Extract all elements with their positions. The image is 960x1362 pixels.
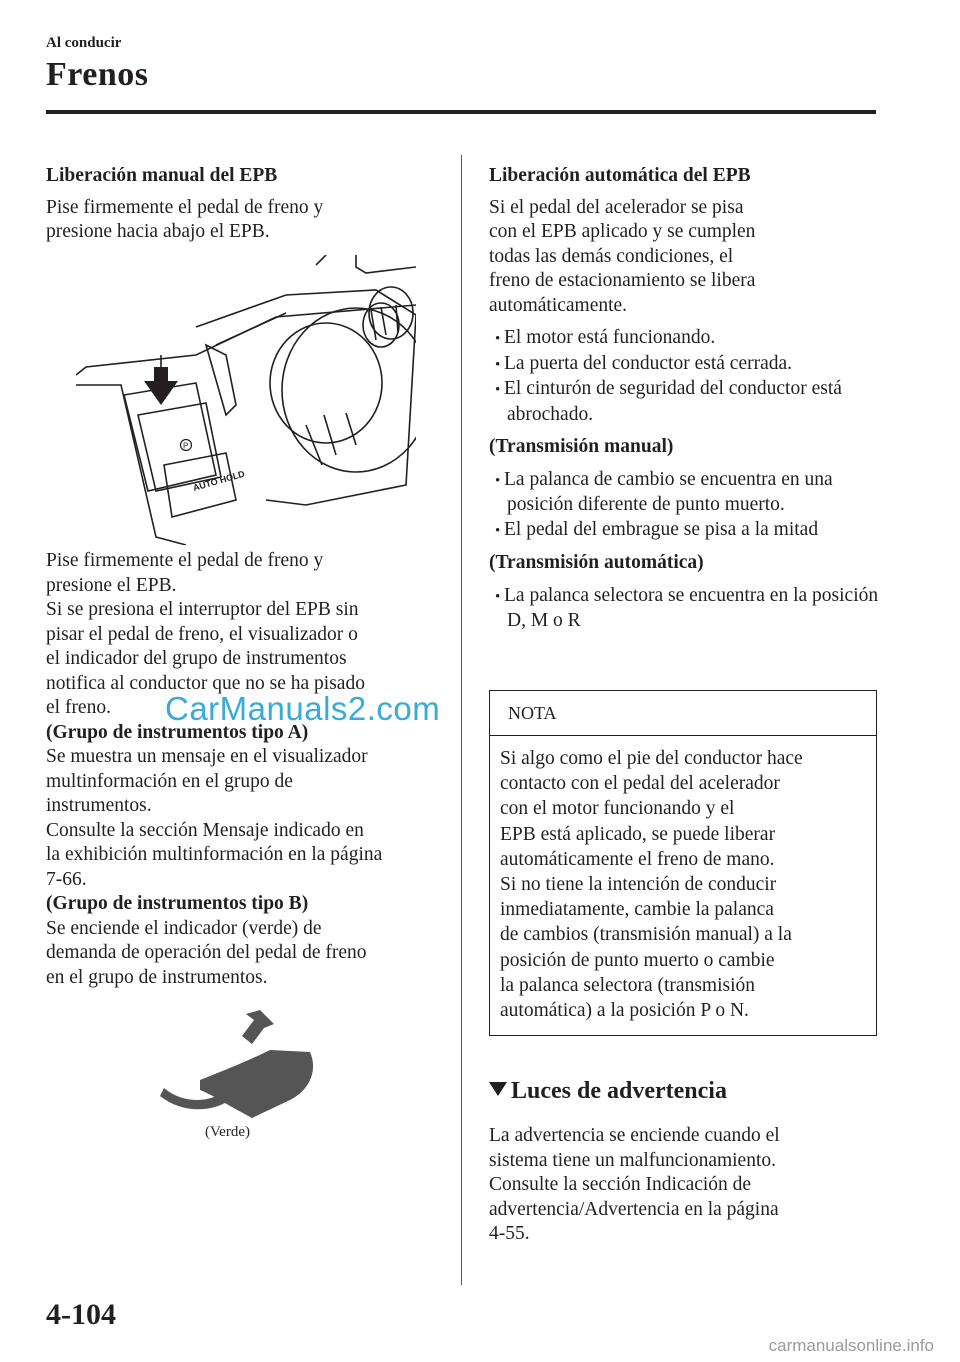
right-intro-line: con el EPB aplicado y se cumplen — [489, 221, 756, 242]
figure-caption-verde: (Verde) — [205, 1124, 250, 1140]
tipo-b-heading: (Grupo de instrumentos tipo B) — [46, 893, 309, 914]
left-body-line: Pise firmemente el pedal de freno y — [46, 550, 324, 571]
brake-pedal-indicator-illustration — [160, 1010, 320, 1120]
nota-box — [489, 690, 877, 1036]
nota-line: automáticamente el freno de mano. — [500, 848, 775, 870]
right-intro-line: todas las demás condiciones, el — [489, 245, 734, 267]
manual-conditions-list — [489, 468, 879, 544]
chapter-title: Frenos — [46, 56, 149, 93]
warning-line: 4-55. — [489, 1223, 530, 1244]
section-label: Al conducir — [46, 35, 122, 51]
warning-lights-heading — [489, 1078, 727, 1105]
nota-line: la palanca selectora (transmisión — [500, 974, 756, 996]
triangle-down-icon — [489, 1082, 507, 1096]
left-body-line: pisar el pedal de freno, el visualizador o — [46, 623, 358, 645]
header-rule — [46, 110, 876, 114]
nota-line: inmediatamente, cambie la palanca — [500, 899, 774, 921]
right-column-top — [489, 164, 879, 634]
watermark-text: CarManuals2.com — [165, 690, 441, 727]
nota-body — [490, 736, 876, 1023]
tipo-a-line: multinformación en el grupo de — [46, 770, 293, 792]
list-item: • El motor está funcionando. — [489, 326, 879, 352]
nota-line: contacto con el pedal del acelerador — [500, 773, 780, 795]
nota-line: Si no tiene la intención de conducir — [500, 874, 777, 896]
tipo-a-line: la exhibición multinformación en la página — [46, 844, 383, 865]
left-column-body — [46, 549, 456, 990]
tipo-b-line: en el grupo de instrumentos. — [46, 966, 268, 988]
tipo-a-line: Se muestra un mensaje en el visualizador — [46, 746, 368, 767]
list-item: • La palanca de cambio se encuentra en una posición diferente de punto muerto. — [489, 468, 879, 518]
left-body-line: el freno. — [46, 697, 111, 718]
automatic-conditions-list — [489, 584, 879, 634]
epb-switch-illustration — [76, 255, 416, 545]
page-number: 4-104 — [46, 1298, 116, 1331]
tipo-b-line: Se enciende el indicador (verde) de — [46, 917, 322, 939]
automatic-transmission-heading: (Transmisión automática) — [489, 552, 704, 573]
auto-release-heading: Liberación automática del EPB — [489, 165, 751, 186]
footer-url: carmanualsonline.info — [768, 1336, 934, 1355]
brake-pedal-icon — [160, 1010, 320, 1120]
warning-line: sistema tiene un malfuncionamiento. — [489, 1149, 777, 1171]
warning-line: advertencia/Advertencia en la página — [489, 1198, 779, 1220]
left-intro-line: Pise firmemente el pedal de freno y — [46, 196, 324, 218]
list-item: • El cinturón de seguridad del conductor está abrochado. — [489, 377, 879, 427]
left-column-top — [46, 164, 446, 245]
conditions-list — [489, 326, 879, 427]
tipo-a-line: 7-66. — [46, 868, 87, 890]
tipo-a-heading: (Grupo de instrumentos tipo A) — [46, 721, 309, 743]
left-intro-line: presione hacia abajo el EPB. — [46, 221, 270, 242]
right-intro-line: freno de estacionamiento se libera — [489, 270, 756, 291]
nota-line: Si algo como el pie del conductor hace — [500, 748, 803, 769]
left-body-line: notifica al conductor que no se ha pisado — [46, 672, 365, 694]
column-divider — [461, 155, 462, 1285]
manual-transmission-heading: (Transmisión manual) — [489, 436, 674, 457]
left-body-line: presione el EPB. — [46, 574, 177, 596]
nota-line: EPB está aplicado, se puede liberar — [500, 823, 776, 845]
nota-line: automática) a la posición P o N. — [500, 1000, 749, 1022]
tipo-a-line: instrumentos. — [46, 795, 152, 816]
warning-line: Consulte la sección Indicación de — [489, 1174, 752, 1195]
left-body-line: Si se presiona el interruptor del EPB sin — [46, 599, 359, 620]
right-intro-line: Si el pedal del acelerador se pisa — [489, 196, 744, 218]
right-intro-line: automáticamente. — [489, 294, 628, 316]
tipo-b-line: demanda de operación del pedal de freno — [46, 942, 367, 963]
list-item: • La palanca selectora se encuentra en la posición D, M o R — [489, 584, 879, 634]
list-item: • El pedal del embrague se pisa a la mitad — [489, 518, 879, 544]
list-item: • La puerta del conductor está cerrada. — [489, 352, 879, 378]
nota-label: NOTA — [490, 691, 876, 736]
p-switch-label: P — [183, 441, 189, 451]
warning-heading-text: Luces de advertencia — [511, 1078, 727, 1104]
warning-line: La advertencia se enciende cuando el — [489, 1125, 780, 1146]
left-body-line: el indicador del grupo de instrumentos — [46, 648, 347, 669]
warning-text-block — [489, 1124, 879, 1247]
tipo-a-line: Consulte la sección Mensaje indicado en — [46, 819, 364, 841]
manual-release-heading: Liberación manual del EPB — [46, 165, 278, 186]
epb-console-drawing — [76, 255, 416, 545]
nota-line: de cambios (transmisión manual) a la — [500, 924, 792, 946]
nota-line: con el motor funcionando y el — [500, 798, 735, 820]
nota-line: posición de punto muerto o cambie — [500, 949, 775, 971]
auto-hold-label: AUTO HOLD — [191, 468, 246, 493]
